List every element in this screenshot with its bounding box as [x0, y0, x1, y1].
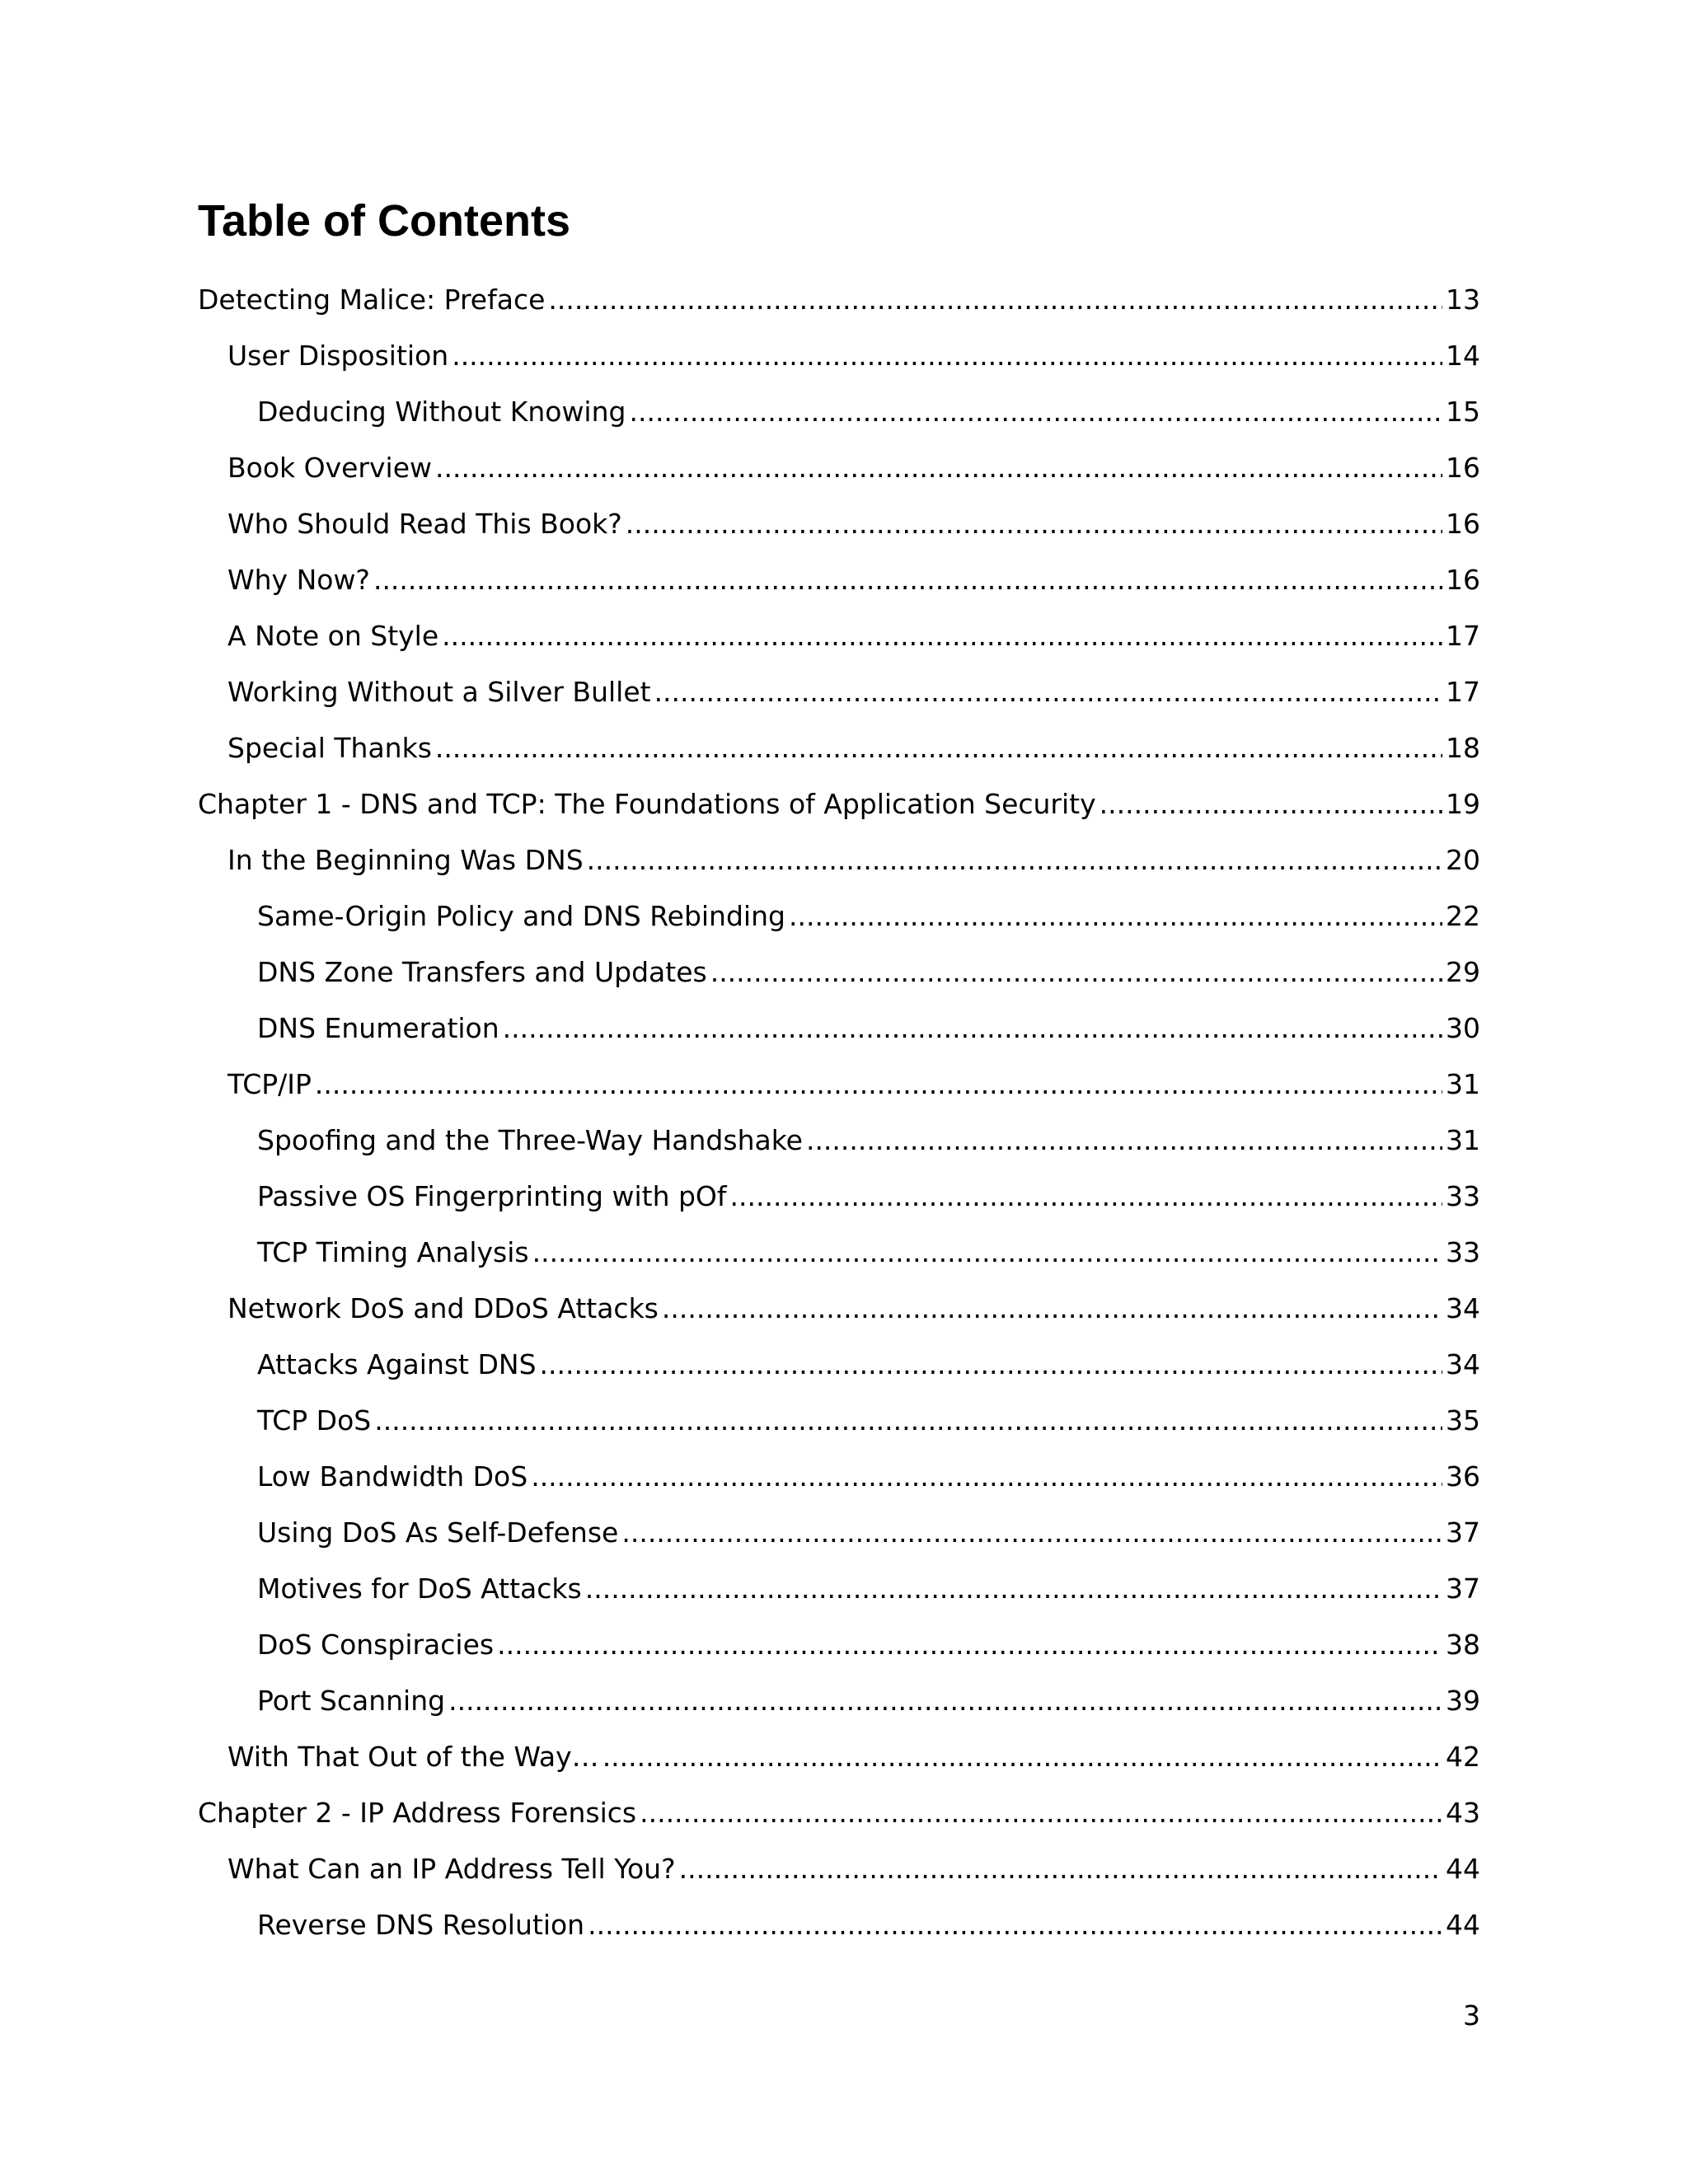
toc-leader [806, 1122, 1442, 1159]
page-number: 3 [1463, 1999, 1480, 2032]
toc-entry-text: Attacks Against DNS [257, 1348, 537, 1380]
toc-entry-text: Working Without a Silver Bullet [227, 676, 651, 708]
toc-leader [448, 1683, 1442, 1719]
toc-leader [679, 1851, 1442, 1887]
toc-leader [789, 898, 1442, 935]
toc-leader [621, 1515, 1442, 1551]
toc-entry-text: Port Scanning [257, 1685, 446, 1717]
toc-leader [373, 562, 1442, 598]
toc-entry[interactable] [198, 338, 1480, 394]
toc-entry[interactable] [198, 1459, 1480, 1515]
toc-entry-text: A Note on Style [227, 620, 439, 652]
toc-entry-text: Chapter 2 - IP Address Forensics [198, 1797, 637, 1829]
toc-leader [315, 1066, 1442, 1103]
toc-entry-page: 16 [1446, 452, 1480, 484]
toc-entry-text: Network DoS and DDoS Attacks [227, 1292, 659, 1324]
toc-leader [588, 1907, 1442, 1943]
toc-entry[interactable] [198, 562, 1480, 618]
toc-entry[interactable] [198, 1403, 1480, 1459]
toc-entry-text: Detecting Malice: Preface [198, 284, 546, 316]
toc-entry-text: Low Bandwidth DoS [257, 1460, 528, 1493]
toc-entry-page: 14 [1446, 340, 1480, 372]
toc-entry[interactable] [198, 1235, 1480, 1291]
toc-entry-page: 19 [1446, 788, 1480, 820]
toc-entry[interactable] [198, 394, 1480, 450]
toc-entry-page: 36 [1446, 1460, 1480, 1493]
toc-entry[interactable] [198, 1179, 1480, 1235]
toc-entry[interactable] [198, 674, 1480, 730]
toc-entry[interactable] [198, 1795, 1480, 1851]
toc-entry[interactable] [198, 1851, 1480, 1907]
toc-entry-page: 34 [1446, 1292, 1480, 1324]
toc-entry-text: TCP/IP [227, 1068, 312, 1100]
toc-leader [603, 1739, 1442, 1775]
toc-leader [374, 1403, 1442, 1439]
toc-entry[interactable] [198, 1683, 1480, 1739]
toc-entry-page: 17 [1446, 620, 1480, 652]
toc-entry-text: DoS Conspiracies [257, 1629, 495, 1661]
toc-entry-page: 33 [1446, 1180, 1480, 1212]
toc-entry-text: Why Now? [227, 564, 370, 596]
toc-entry-text: TCP DoS [257, 1404, 372, 1436]
toc-leader [497, 1627, 1442, 1663]
toc-entry-page: 42 [1446, 1741, 1480, 1773]
toc-entry-text: Deducing Without Knowing [257, 396, 626, 428]
toc-leader [730, 1179, 1442, 1215]
toc-entry-page: 38 [1446, 1629, 1480, 1661]
toc-leader [503, 1010, 1442, 1047]
toc-entry-page: 17 [1446, 676, 1480, 708]
toc-entry-page: 16 [1446, 508, 1480, 540]
toc-entry-page: 31 [1446, 1124, 1480, 1156]
toc-entry-text: TCP Timing Analysis [257, 1236, 529, 1268]
toc-entry-page: 31 [1446, 1068, 1480, 1100]
toc-entry[interactable] [198, 954, 1480, 1010]
toc-entry-page: 44 [1446, 1909, 1480, 1941]
toc-entry-text: Spoofing and the Three-Way Handshake [257, 1124, 803, 1156]
toc-leader [435, 730, 1442, 766]
page-title: Table of Contents [198, 196, 570, 246]
toc-entry-page: 33 [1446, 1236, 1480, 1268]
toc-entry-text: User Disposition [227, 340, 449, 372]
toc-entry-page: 15 [1446, 396, 1480, 428]
toc-entry[interactable] [198, 282, 1480, 338]
toc-leader [640, 1795, 1442, 1831]
toc-entry-text: Book Overview [227, 452, 432, 484]
toc-leader [540, 1347, 1442, 1383]
toc-entry-page: 37 [1446, 1516, 1480, 1549]
toc-entry-page: 29 [1446, 956, 1480, 988]
toc-entry[interactable] [198, 1347, 1480, 1403]
toc-leader [531, 1459, 1442, 1495]
toc-leader [710, 954, 1442, 991]
toc-entry-page: 35 [1446, 1404, 1480, 1436]
toc-entry-page: 44 [1446, 1853, 1480, 1885]
toc-entry-page: 43 [1446, 1797, 1480, 1829]
toc-entry-page: 39 [1446, 1685, 1480, 1717]
toc-leader [452, 338, 1442, 374]
toc-entry[interactable] [198, 1571, 1480, 1627]
toc-entry-text: Who Should Read This Book? [227, 508, 622, 540]
toc-entry-text: Motives for DoS Attacks [257, 1572, 582, 1605]
toc-leader [654, 674, 1442, 710]
toc-entry[interactable] [198, 506, 1480, 562]
toc-entry-page: 18 [1446, 732, 1480, 764]
toc-entry-text: Using DoS As Self-Defense [257, 1516, 619, 1549]
toc-leader [587, 842, 1442, 879]
toc-entry[interactable] [198, 1122, 1480, 1179]
toc-entry[interactable] [198, 618, 1480, 674]
toc-entry[interactable] [198, 1066, 1480, 1122]
toc-entry-text: With That Out of the Way… [227, 1741, 599, 1773]
toc-entry-page: 30 [1446, 1012, 1480, 1044]
toc-entry[interactable] [198, 786, 1480, 842]
toc-entry-page: 34 [1446, 1348, 1480, 1380]
toc-leader [626, 506, 1442, 542]
toc-entry-page: 13 [1446, 284, 1480, 316]
toc-entry-page: 22 [1446, 900, 1480, 932]
toc-entry-text: Special Thanks [227, 732, 432, 764]
toc-leader [662, 1291, 1442, 1327]
toc-entry-text: Chapter 1 - DNS and TCP: The Foundations of Application Security [198, 788, 1096, 820]
toc-entry[interactable] [198, 842, 1480, 898]
toc-leader [532, 1235, 1442, 1271]
toc-entry[interactable] [198, 1291, 1480, 1347]
toc-entry-text: Passive OS Fingerprinting with pOf [257, 1180, 727, 1212]
toc-leader [435, 450, 1442, 486]
toc-entry-page: 20 [1446, 844, 1480, 876]
toc-entry-text: DNS Zone Transfers and Updates [257, 956, 707, 988]
toc-entry-text: Reverse DNS Resolution [257, 1909, 585, 1941]
toc-entry[interactable] [198, 1010, 1480, 1066]
toc-entry[interactable] [198, 1739, 1480, 1795]
toc-entry[interactable] [198, 898, 1480, 954]
toc-entry-text: DNS Enumeration [257, 1012, 499, 1044]
toc-entry[interactable] [198, 730, 1480, 786]
toc-leader [548, 282, 1442, 318]
toc-entry[interactable] [198, 1515, 1480, 1571]
toc-entry-text: In the Beginning Was DNS [227, 844, 584, 876]
toc-entry[interactable] [198, 1907, 1480, 1963]
toc-entry-page: 16 [1446, 564, 1480, 596]
toc-leader [1100, 786, 1442, 823]
toc-leader [442, 618, 1442, 654]
toc-leader [585, 1571, 1442, 1607]
toc-list [198, 282, 1480, 1963]
toc-entry[interactable] [198, 450, 1480, 506]
toc-entry[interactable] [198, 1627, 1480, 1683]
toc-entry-text: What Can an IP Address Tell You? [227, 1853, 676, 1885]
toc-entry-text: Same-Origin Policy and DNS Rebinding [257, 900, 785, 932]
toc-entry-page: 37 [1446, 1572, 1480, 1605]
toc-leader [629, 394, 1442, 430]
